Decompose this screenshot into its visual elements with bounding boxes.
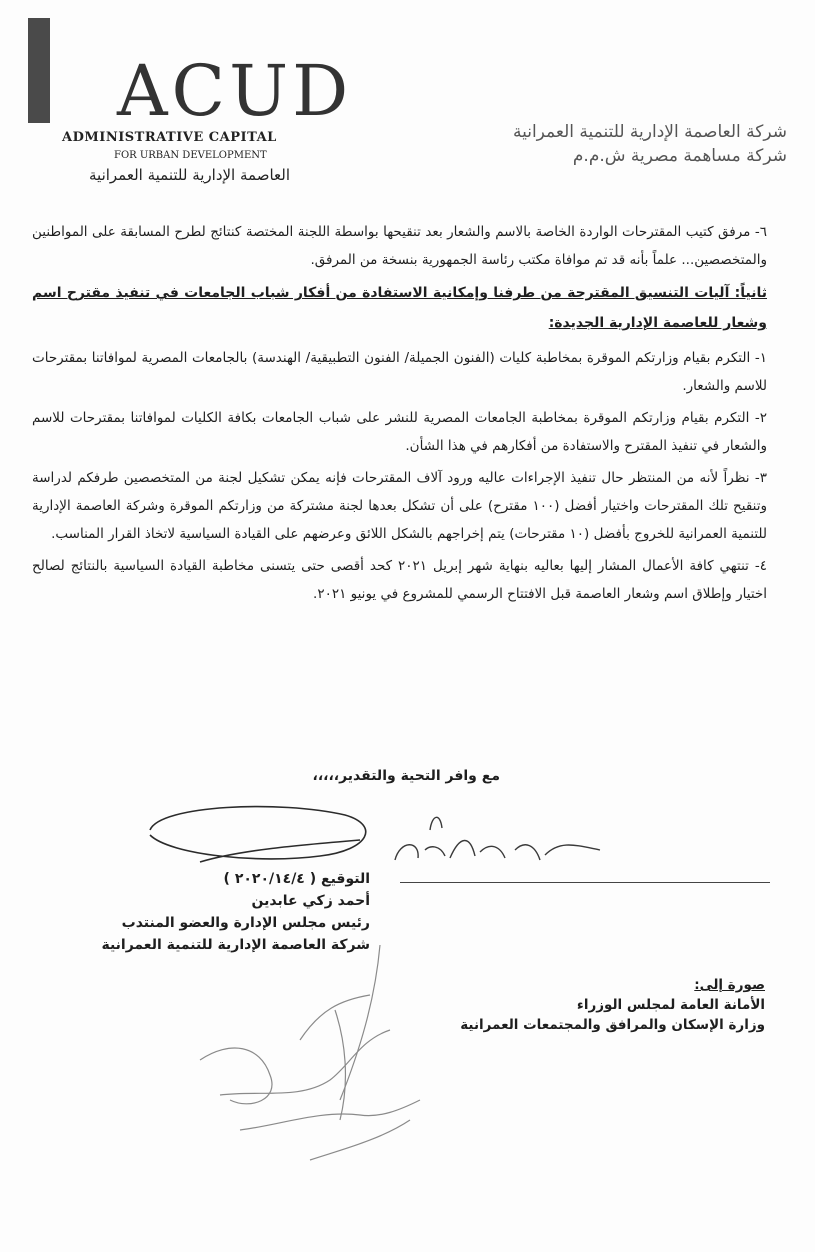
- handwritten-note-icon: [395, 817, 600, 860]
- signatory-name: أحمد زكي عابدين: [251, 893, 370, 909]
- signature-scribble-icon: [150, 807, 366, 862]
- list-item-2: ٢- التكرم بقيام وزارتكم الموقرة بمخاطبة الجامعات المصرية للنشر على شباب الجامعات بكافة الكليات لموافاتنا بمقترحات للاسم والشعار في تنفيذ المقترح والاستفادة من أفكارهم في هذا الشأن.: [32, 410, 767, 454]
- logo-mark: ACUD: [117, 50, 353, 132]
- list-item-3: ٣- نظراً لأنه من المنتظر حال تنفيذ الإجراءات عاليه ورود آلاف المقترحات فإنه يمكن تشكيل لجنة من المتخصصين طرفكم لدراسة وتنقيح تلك المقترحات واختيار أفضل (١٠٠ مقترح) على أن تشكل بعدها لجنة مشتركة من وزارتكم الموقرة وشركة العاصمة الإدارية للتنمية العمرانية للخروج بأفضل (١٠ مقترحات) يتم إخراجهم بالشكل اللائق وعرضهم على القيادة السياسية لاتخاذ القرار المناسب.: [32, 470, 767, 542]
- copy-to-recipient-2: وزارة الإسكان والمرافق والمجتمعات العمرانية: [460, 1017, 765, 1033]
- list-item-1: ١- التكرم بقيام وزارتكم الموقرة بمخاطبة كليات (الفنون الجميلة/ الفنون التطبيقية/ الهندسة) بالجامعات المصرية لموافاتنا بمقترحات للاسم والشعار.: [32, 350, 767, 394]
- signature-label: التوقيع ( ٢٠٢٠/١٤/٤ ): [223, 871, 370, 887]
- signatory-organization: شركة العاصمة الإدارية للتنمية العمرانية: [101, 937, 370, 953]
- copy-to-block: [455, 975, 765, 1035]
- signatory-title: رئيس مجلس الإدارة والعضو المنتدب: [121, 915, 370, 931]
- copy-to-recipient-1: الأمانة العامة لمجلس الوزراء: [576, 997, 765, 1013]
- section-heading: ثانياً: آليات التنسيق المقترحة من طرفنا وإمكانية الاستفادة من أفكار شباب الجامعات في تنفيذ مقترح اسم وشعار للعاصمة الإدارية الجديدة:: [32, 285, 767, 331]
- logo-english-line1: ADMINISTRATIVE CAPITAL: [62, 130, 277, 145]
- company-type: شركة مساهمة مصرية ش.م.م: [572, 146, 787, 166]
- logo-english-line2: FOR URBAN DEVELOPMENT: [114, 150, 267, 161]
- closing-greeting: مع وافر التحية والتقدير،،،،،: [312, 768, 500, 784]
- paragraph-item-6: ٦- مرفق كتيب المقترحات الواردة الخاصة بالاسم والشعار بعد تنقيحها بواسطة اللجنة المختصة كنتائج لطرح المسابقة على المواطنين والمتخصصين... علماً بأنه قد تم موافاة مكتب رئاسة الجمهورية بنسخة من المرفق.: [32, 224, 767, 268]
- signature-block: [70, 868, 370, 956]
- company-name: شركة العاصمة الإدارية للتنمية العمرانية: [512, 122, 787, 142]
- signature-line: [400, 882, 770, 883]
- copy-to-title: صورة إلى:: [694, 977, 765, 993]
- logo-arabic-name: العاصمة الإدارية للتنمية العمرانية: [89, 166, 290, 184]
- stamp-scribble-icon: [200, 945, 420, 1160]
- list-item-4: ٤- تنتهي كافة الأعمال المشار إليها بعاليه بنهاية شهر إبريل ٢٠٢١ كحد أقصى حتى يتسنى مخاطبة القيادة السياسية بالنتائج لصالح اختيار وإطلاق اسم وشعار العاصمة قبل الافتتاح الرسمي للمشروع في يونيو ٢٠٢١.: [32, 558, 767, 602]
